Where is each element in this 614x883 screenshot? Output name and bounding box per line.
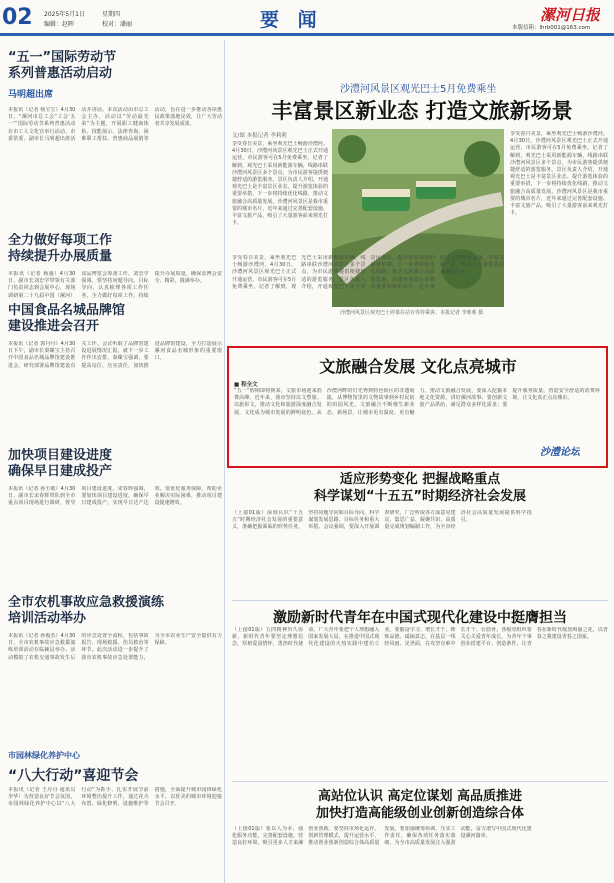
seminar-rule: [232, 600, 608, 601]
left-headline-6: “八大行动”喜迎节会: [8, 768, 139, 784]
left-body-5: 本报讯（记者 孙俊杰）4月30日，全市农机事故应急救援演练培训活动在临颍县举办。活动模拟了农机交通事故发生后的应急处置全流程，包括事故报告、现场救援、伤员救治等环节。此次活动进一步提升了我市农机事故应急处置能力，为全市农业生产安全提供有力保障。: [8, 633, 222, 661]
feature-photo-caption: 沙澧河风景区观光巴士停靠在站台等待乘客。本报记者 李莉莉 摄: [340, 310, 484, 316]
spirit-headline: 激励新时代青年在中国式现代化建设中挺膺担当: [273, 610, 567, 626]
newspaper-logo: 漯河日报: [540, 6, 601, 24]
email-line: 本版信箱：lhrb001@163.com: [512, 25, 591, 31]
left-body-2: 本报讯（记者 杨盛）4月30日，副市长刘忠学带领有关部门负责同志到会展中心，现场调研第二十九届中国（漯河）食品博览会筹备工作。刘忠学强调，要坚持问题导向、目标导向，认真梳理各项工作任务，全力做好每项工作，持续提升办展质量，确保食博会安全、精彩、圆满举办。: [8, 271, 222, 299]
feature-body-lower: 享受春日美景，乘坐观光巴士畅游沙澧河。4月30日，沙澧河风景区观光巴士正式开通运营，市民游客可在5月免费乘坐。记者了解到，观光巴士采用新能源车辆，线路串联沙澧河风景区多个景点，为市民游客提供便捷舒适的游览服务。景区负责人介绍，开通观光巴士是丰富景区业态、提升游览体验的重要举措，下一步将持续优化线路，推动文旅融合高质量发展。沙澧河风景区是我市重要的城市名片，近年来通过完善配套设施、丰富文旅产品，吸引了大量游客前来观光打卡。: [232, 255, 504, 290]
page-number: 02: [2, 5, 33, 30]
feature-kicker: 沙澧河风景区观光巴士5月免费乘坐: [340, 84, 497, 95]
left-subhead-1: 马明超出席: [8, 90, 54, 100]
editor-credit: 编辑：赵晖: [44, 21, 75, 28]
commentary-body: “五一”假期即将到来，文旅市场迎来消费高峰。近年来，我市坚持以文塑旅、以旅彰文，推动文化和旅游深度融合发展，文化成为城市发展的鲜明底色。从沙澧河畔的灯光秀到特色街区的非遗展演，从博物馆里的文物故事到乡村民宿的田园风光，文旅融合不断催生新业态、新场景，让城市更有温度、更有魅力。推动文旅融合发展，要深入挖掘本地文化资源，讲好漯河故事；要创新文旅产品供给，满足群众多样化需求；要提升服务质量，营造安全舒适的消费环境，让文化真正点亮城市。: [234, 388, 600, 416]
header-rule: [0, 33, 614, 36]
commentary-column-tag: 沙澧论坛: [540, 447, 580, 458]
left-headline-3: 中国食品名城品牌馆 建设推进会召开: [8, 303, 126, 334]
left-body-6: 本报讯（记者 王丹丹 通讯员 李华）为营造良好节会氛围，市园林绿化养护中心以“八大行动”为抓手，扎实开展节前环境整治提升工作，通过花卉布置、绿化修剪、设施维护等措施，全面提升城市园林绿化水平，以优美的城市环境迎接节会召开。: [8, 787, 222, 808]
feature-body-left: 享受春日美景，乘坐观光巴士畅游沙澧河。4月30日，沙澧河风景区观光巴士正式开通运营，市民游客可在5月免费乘坐。记者了解到，观光巴士采用新能源车辆，线路串联沙澧河风景区多个景点，为市民游客提供便捷舒适的游览服务。景区负责人介绍，开通观光巴士是丰富景区业态、提升游览体验的重要举措，下一步将持续优化线路，推动文旅融合高质量发展。沙澧河风景区是我市重要的城市名片，近年来通过完善配套设施、丰富文旅产品，吸引了大量游客前来观光打卡。: [232, 141, 328, 227]
spirit-body: （上接01版）五四精神历久弥新，新时代青年要坚定理想信念，厚植爱国情怀，勇担时代使命。广大青年要把个人理想融入国家发展大局，在推进中国式现代化建设的火热实践中建功立业。要勤奋学习、增长才干，锤炼品德、砥砺意志，在基层一线经风雨、见世面，在攻坚克难中长才干、壮筋骨。各级党组织要关心关爱青年成长，为青年干事创业搭建平台、创造条件，让青春在新时代绽放绚丽之花，以青春之我建设青春之国家。: [232, 627, 608, 648]
left-body-4: 本报讯（记者 孙玉敏）4月30日，副市长宋春辉带队到全市重点项目现场进行调研，督导项目建设进度。宋春辉强调，要加快项目建设进度，确保早日建成投产，实现早日达产达效。要优化服务保障，帮助企业解决实际困难，推动项目建设提速增效。: [8, 486, 222, 507]
left-headline-5: 全市农机事故应急救援演练 培训活动举办: [8, 595, 165, 626]
designer-credit: 校对：潘丽: [102, 21, 133, 28]
seminar-body: （上接01版）深刻认识“十五五”时期经济社会发展的重要意义，准确把握面临的形势任务，坚持问题导向和目标导向，科学谋划发展思路、目标任务和重大举措。会议强调，要深入开展调查研究，广泛听取各方面意见建议，集思广益、凝聚共识，高质量完成规划编制工作，为全市经济社会高质量发展提供科学指引。: [232, 510, 532, 531]
bottom-body: （上接01版）要以人为本，强化服务功能，完善配套设施，营造良好环境，吸引更多人才来漯创业创新。要坚持市场化运作，创新管理模式，提升运营水平，推动创业创新创造综合体高质量发展。要加强统筹协调，压实工作责任，确保各项任务落实落细，为全市高质量发展注入强劲动能，奋力谱写中国式现代化建设漯河篇章。: [232, 826, 532, 847]
issue-weekday: 星期四: [102, 11, 121, 18]
spirit-rule: [232, 781, 608, 782]
left-kicker-6: 市园林绿化养护中心: [8, 751, 80, 760]
feature-body-right: 享受春日美景，乘坐观光巴士畅游沙澧河。4月30日，沙澧河风景区观光巴士正式开通运营，市民游客可在5月免费乘坐。记者了解到，观光巴士采用新能源车辆，线路串联沙澧河风景区多个景点，为市民游客提供便捷舒适的游览服务。景区负责人介绍，开通观光巴士是丰富景区业态、提升游览体验的重要举措，下一步将持续优化线路，推动文旅融合高质量发展。沙澧河风景区是我市重要的城市名片，近年来通过完善配套设施、丰富文旅产品，吸引了大量游客前来观光打卡。: [510, 131, 608, 217]
commentary-headline: 文旅融合发展 文化点亮城市: [319, 357, 517, 376]
left-column-divider: [224, 40, 225, 883]
feature-headline: 丰富景区新业态 打造文旅新场景: [271, 99, 573, 123]
issue-date: 2025年5月1日: [44, 11, 85, 18]
section-title: 要 闻: [260, 9, 323, 31]
left-headline-4: 加快项目建设进度 确保早日建成投产: [8, 448, 113, 479]
commentary-byline: ■ 程全文: [234, 382, 258, 388]
left-body-3: 本报讯（记者 郭丹丹）4月30日下午，副市长秦臻宝主持召开中国食品名城品牌馆建设推进会，研究部署品牌馆建设有关工作。会议听取了品牌馆建设进展情况汇报，就下一步工作作出安排。秦臻宝强调，要提高站位、压实责任，加快推进品牌馆建设，全力打造展示漯河食品名城形象的重要窗口。: [8, 341, 222, 369]
bottom-headline: 高站位认识 高定位谋划 高品质推进 加快打造高能级创业创新创造综合体: [315, 789, 524, 821]
feature-byline: 文/图 本报记者 李莉莉: [232, 133, 287, 139]
left-headline-1: “五一”国际劳动节 系列普惠活动启动: [8, 50, 117, 81]
left-headline-2: 全力做好每项工作 持续提升办展质量: [8, 233, 113, 264]
seminar-headline: 适应形势变化 把握战略重点 科学谋划“十五五”时期经济社会发展: [313, 472, 527, 504]
left-body-1: 本报讯（记者 杨宝宝）4月30日，“漯河市总工会“工会‘五一’”国际劳动节系列普惠活动在市工人文化宫举行活动。市委常委、副市长马明超出席活动并讲话。本次活动由市总工会主办，活动以“劳动最光荣”为主题，开展职工健康体检、技能展示、法律咨询、困难职工帮扶、普惠商品展销等活动，旨在进一步推动各项惠民政策落地见效，让广大劳动者共享发展成果。: [8, 107, 222, 142]
